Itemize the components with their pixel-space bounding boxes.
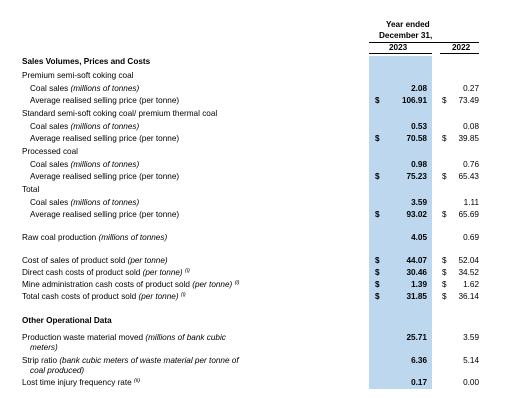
processed-sales-2022: 0.76	[463, 160, 479, 169]
premium-sales-label: Coal sales (millions of tonnes)	[30, 84, 140, 93]
direct-cash-costs-2022: 34.52	[458, 268, 479, 277]
standard-price-2023: 70.58	[406, 134, 427, 143]
strip-ratio-unit-cont: coal produced)	[30, 366, 85, 375]
header-2022: 2022	[452, 43, 471, 52]
waste-moved-2022: 3.59	[463, 333, 479, 342]
currency-symbol: $	[375, 268, 380, 277]
cost-of-sales-label: Cost of sales of product sold (per tonne)	[22, 256, 168, 265]
processed-price-2023: 75.23	[406, 172, 427, 181]
standard-price-2022: 39.85	[458, 134, 479, 143]
direct-cash-costs-label: Direct cash costs of product sold (per tonne) $^{(i)}$	[22, 268, 190, 277]
cost-of-sales-2022: 52.04	[458, 256, 479, 265]
raw-production-2023: 4.05	[411, 233, 427, 242]
currency-symbol: $	[442, 210, 447, 219]
currency-symbol: $	[375, 96, 380, 105]
mine-admin-costs-2023: 1.39	[411, 280, 427, 289]
section-sales-heading: Sales Volumes, Prices and Costs	[22, 57, 151, 66]
standard-sales-2022: 0.08	[463, 122, 479, 131]
currency-symbol: $	[442, 256, 447, 265]
raw-production-2022: 0.69	[463, 233, 479, 242]
currency-symbol: $	[442, 268, 447, 277]
standard-title: Standard semi-soft coking coal/ premium thermal coal	[22, 109, 218, 118]
premium-price-2023: 106.91	[401, 96, 427, 105]
total-title: Total	[22, 185, 40, 194]
footnote-marker: (i)	[180, 292, 186, 298]
currency-symbol: $	[375, 172, 380, 181]
total-price-2023: 93.02	[406, 210, 427, 219]
currency-symbol: $	[442, 280, 447, 289]
processed-sales-label: Coal sales (millions of tonnes)	[30, 160, 140, 169]
currency-symbol: $	[375, 256, 380, 265]
footnote-marker: (i)	[234, 280, 240, 286]
raw-production-label: Raw coal production (millions of tonnes)	[22, 233, 168, 242]
footnote-marker: (ii)	[133, 378, 141, 384]
total-sales-label: Coal sales (millions of tonnes)	[30, 198, 140, 207]
currency-symbol: $	[442, 96, 447, 105]
currency-symbol: $	[375, 280, 380, 289]
currency-symbol: $	[375, 210, 380, 219]
currency-symbol: $	[442, 134, 447, 143]
section-ops-heading: Other Operational Data	[22, 316, 112, 325]
waste-moved-2023: 25.71	[406, 333, 427, 342]
mine-admin-costs-2022: 1.62	[463, 280, 479, 289]
total-cash-costs-2023: 31.85	[406, 292, 427, 301]
currency-symbol: $	[442, 172, 447, 181]
cost-of-sales-2023: 44.07	[406, 256, 427, 265]
strip-ratio-2023: 6.36	[411, 356, 427, 365]
premium-title: Premium semi-soft coking coal	[22, 71, 134, 80]
lti-rate-label: Lost time injury frequency rate $^{(ii)}$	[22, 378, 141, 387]
processed-title: Processed coal	[22, 147, 78, 156]
header-rule-top	[369, 42, 479, 43]
total-price-2022: 65.69	[458, 210, 479, 219]
premium-sales-2022: 0.27	[463, 84, 479, 93]
processed-price-label: Average realised selling price (per tonne)	[30, 172, 180, 181]
total-sales-2023: 3.59	[411, 198, 427, 207]
header-december: December 31,	[379, 31, 433, 40]
footnote-marker: (i)	[184, 268, 190, 274]
processed-price-2022: 65.43	[458, 172, 479, 181]
processed-sales-2023: 0.98	[411, 160, 427, 169]
premium-sales-2023: 2.08	[411, 84, 427, 93]
waste-moved-label: Production waste material moved (millions of bank cubic	[22, 333, 226, 342]
total-cash-costs-2022: 36.14	[458, 292, 479, 301]
standard-price-label: Average realised selling price (per tonne)	[30, 134, 180, 143]
direct-cash-costs-2023: 30.46	[406, 268, 427, 277]
standard-sales-2023: 0.53	[411, 122, 427, 131]
total-price-label: Average realised selling price (per tonne)	[30, 210, 180, 219]
currency-symbol: $	[442, 292, 447, 301]
strip-ratio-2022: 5.14	[463, 356, 479, 365]
mine-admin-costs-label: Mine administration cash costs of product sold (per tonne) $^{(i)}$	[22, 280, 240, 289]
lti-rate-2022: 0.00	[463, 378, 479, 387]
header-year-ended: Year ended	[386, 20, 430, 29]
lti-rate-2023: 0.17	[411, 378, 427, 387]
premium-price-2022: 73.49	[458, 96, 479, 105]
waste-moved-unit-cont: meters)	[30, 343, 58, 352]
header-2023: 2023	[389, 43, 408, 52]
standard-sales-label: Coal sales (millions of tonnes)	[30, 122, 140, 131]
header-rule-2022	[440, 53, 479, 54]
currency-symbol: $	[375, 134, 380, 143]
header-rule-2023	[369, 53, 432, 54]
total-sales-2022: 1.11	[463, 198, 479, 207]
currency-symbol: $	[375, 292, 380, 301]
strip-ratio-label: Strip ratio (bank cubic meters of waste material per tonne of	[22, 356, 239, 365]
total-cash-costs-label: Total cash costs of product sold (per tonne) $^{(i)}$	[22, 292, 186, 301]
premium-price-label: Average realised selling price (per tonne)	[30, 96, 180, 105]
